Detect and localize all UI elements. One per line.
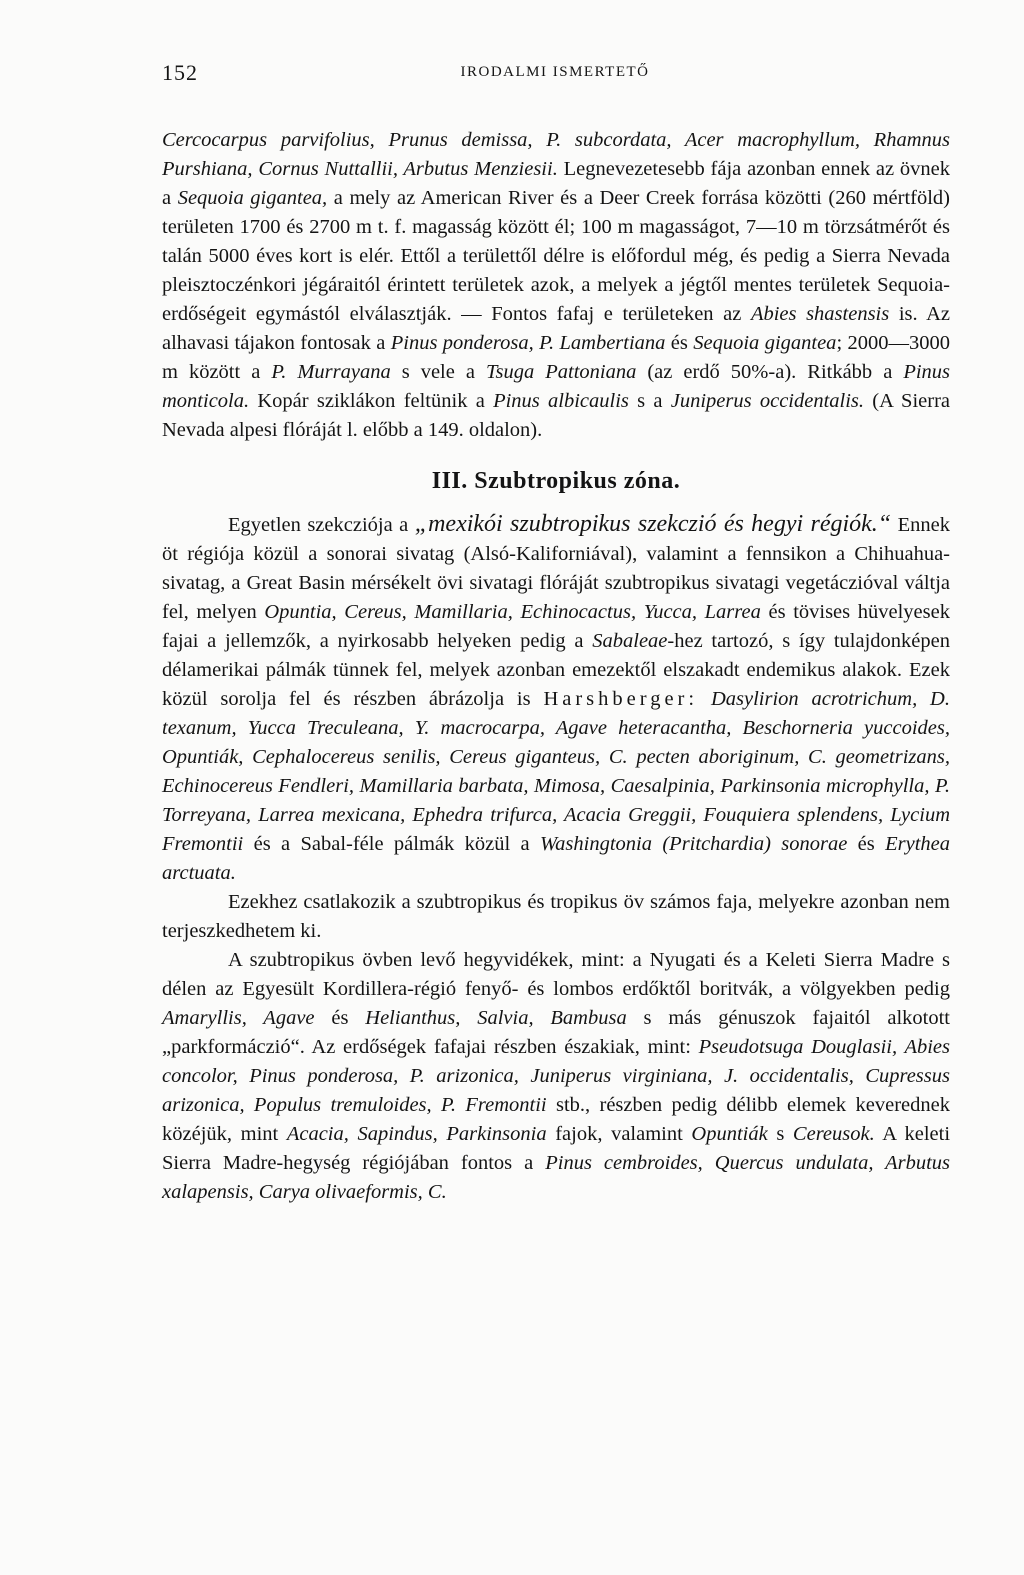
paragraph-tropical-note: Ezekhez csatlakozik a szubtropikus és tropikus öv számos faja, melyekre azonban nem terjeszkedhetem ki.	[162, 891, 950, 942]
page-body	[162, 126, 950, 1207]
paragraph-sierra-nevada-flora: Cercocarpus parvifolius, Prunus demissa, P. subcordata, Acer macrophyllum, Rhamnus Purshiana, Cornus Nuttallii, Arbutus Menziesii. Legnevezetesebb fája azonban ennek az övnek a Sequoia gigantea, a mely az American River és a Deer Creek forrása közötti (260 mértföld) területen 1700 és 2700 m t. f. magasság között él; 100 m magasságot, 7—10 m törzsátmérőt és talán 5000 éves kort is elér. Ettől a területtől délre is előfordul még, és pedig a Sierra Nevada pleisztoczénkori jégáraitól érintett területek azok, a melyek a jégtől mentes területek Sequoia-erdőségeit egymástól elválasztják. — Fontos fafaj e területeken az Abies shastensis is. Az alhavasi tájakon fontosak a Pinus ponderosa, P. Lambertiana és Sequoia gigantea; 2000—3000 m között a P. Murrayana s vele a Tsuga Pattoniana (az erdő 50%-a). Ritkább a Pinus monticola. Kopár sziklákon feltünik a Pinus albicaulis s a Juniperus occidentalis. (A Sierra Nevada alpesi flóráját l. előbb a 149. oldalon).	[162, 129, 951, 441]
running-title: IRODALMI ISMERTETŐ	[460, 64, 650, 80]
paragraph-mountain-regions: A szubtropikus övben levő hegyvidékek, mint: a Nyugati és a Keleti Sierra Madre s délen az Egyesült Kordillera-régió fenyő- és lombos erdőktől boritvák, a völgyekben pedig Amaryllis, Agave és Helianthus, Salvia, Bambusa s más génuszok fajaitól alkotott „parkformáczió“. Az erdőségek fafajai részben északiak, mint: Pseudotsuga Douglasii, Abies concolor, Pinus ponderosa, P. arizonica, Juniperus virginiana, J. occidentalis, Cupressus arizonica, Populus tremuloides, P. Fremontii stb., részben pedig délibb elemek keverednek közéjük, mint Acacia, Sapindus, Parkinsonia fajok, valamint Opuntiák s Cereusok. A keleti Sierra Madre-hegység régiójában fontos a Pinus cembroides, Quercus undulata, Arbutus xalapensis, Carya olivaeformis, C.	[162, 949, 951, 1203]
paragraph-subtropical-section: Egyetlen szekcziója a „mexikói szubtropikus szekczió és hegyi régiók.“ Ennek öt régiója közül a sonorai sivatag (Alsó-Kaliforniával), valamint a fennsikon a Chihuahua-sivatag, a Great Basin mérsékelt övi sivatagi flóráját szubtropikus sivatagi vegetáczióval váltja fel, melyen Opuntia, Cereus, Mamillaria, Echinocactus, Yucca, Larrea és tövises hüvelyesek fajai a jellemzők, a nyirkosabb helyeken pedig a Sabaleae-hez tartozó, s így tulajdonképen délamerikai pálmák tünnek fel, melyek azonban emezektől elszakadt endemikus alakok. Ezek közül sorolja fel és részben ábrázolja is Harshberger: Dasylirion acrotrichum, D. texanum, Yucca Treculeana, Y. macrocarpa, Agave heteracantha, Beschorneria yuccoides, Opuntiák, Cephalocereus senilis, Cereus giganteus, C. pecten aboriginum, C. geometrizans, Echinocereus Fendleri, Mamillaria barbata, Mimosa, Caesalpinia, Parkinsonia microphylla, P. Torreyana, Larrea mexicana, Ephedra trifurca, Acacia Greggii, Fouquiera splendens, Lycium Fremontii és a Sabal-féle pálmák közül a Washingtonia (Pritchardia) sonorae és Erythea arctuata.	[162, 511, 951, 884]
page-header	[162, 60, 948, 90]
section-heading: III. Szubtropikus zóna.	[431, 468, 681, 494]
author-name: Harshberger:	[543, 688, 699, 710]
page-number: 152	[162, 60, 198, 85]
